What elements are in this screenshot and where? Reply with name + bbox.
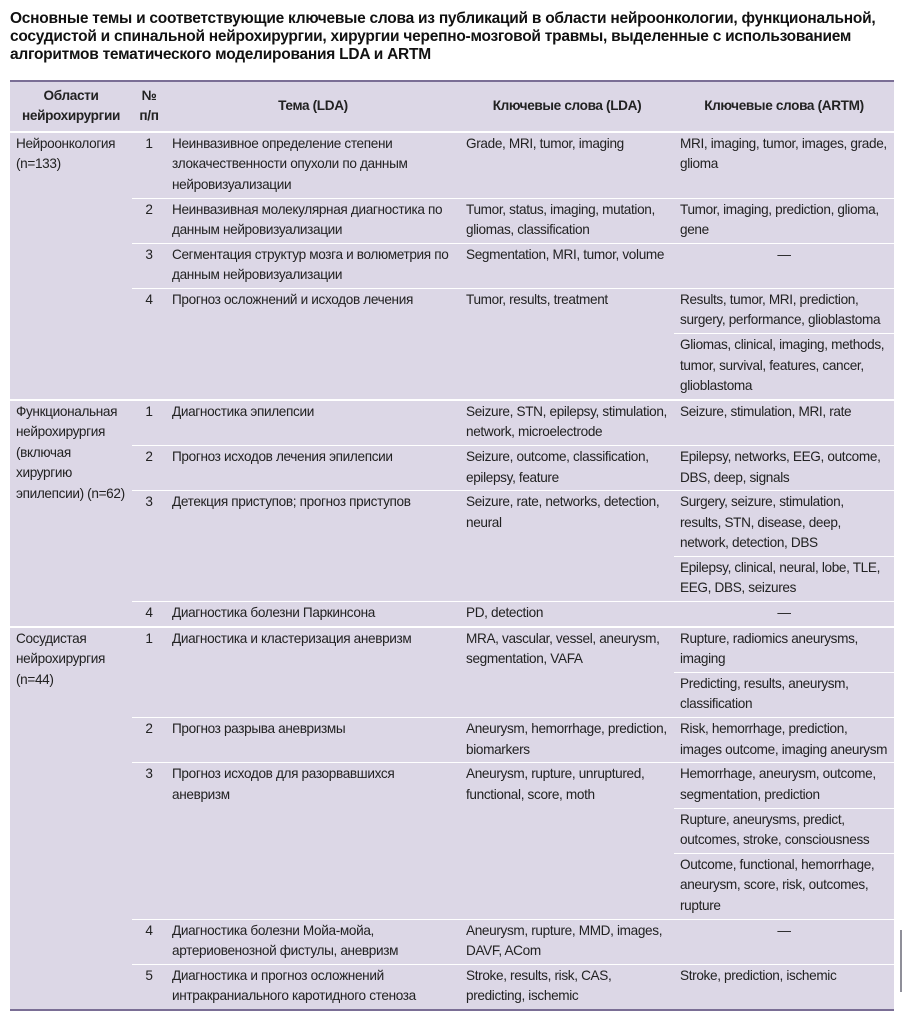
cell-topic: Прогноз осложнений и исходов лечения (166, 288, 460, 399)
cell-topic: Детекция приступов; прогноз приступов (166, 491, 460, 602)
cell-keywords-artm: Results, tumor, MRI, prediction, surgery, performance, glioblastoma (674, 288, 894, 333)
topics-table (10, 80, 894, 1011)
table-row (10, 627, 894, 673)
cell-keywords-artm: Outcome, functional, hemorrhage, aneurysm, score, risk, outcomes, rupture (674, 853, 894, 919)
cell-keywords-lda: Aneurysm, rupture, MMD, images, DAVF, ACom (460, 919, 674, 964)
cell-keywords-lda: Aneurysm, hemorrhage, prediction, biomarkers (460, 718, 674, 763)
cell-topic: Прогноз исходов для разорвавшихся аневризм (166, 763, 460, 919)
header-keywords-artm: Ключевые слова (ARTM) (674, 81, 894, 132)
cell-keywords-artm: — (674, 602, 894, 627)
cell-topic: Диагностика болезни Паркинсона (166, 602, 460, 627)
cell-keywords-artm: — (674, 243, 894, 288)
cell-keywords-artm: Stroke, prediction, ischemic (674, 964, 894, 1010)
cell-num: 1 (132, 132, 166, 198)
cell-keywords-lda: Aneurysm, rupture, unruptured, functional, score, moth (460, 763, 674, 919)
cell-num: 2 (132, 446, 166, 491)
table-header (10, 81, 894, 132)
cell-keywords-artm: Tumor, imaging, prediction, glioma, gene (674, 198, 894, 243)
cell-keywords-artm: Epilepsy, clinical, neural, lobe, TLE, EEG, DBS, seizures (674, 557, 894, 602)
cell-keywords-artm: — (674, 919, 894, 964)
cell-num: 3 (132, 243, 166, 288)
table-row (10, 288, 894, 333)
cell-keywords-artm: Risk, hemorrhage, prediction, images outcome, imaging aneurysm (674, 718, 894, 763)
cell-keywords-artm: MRI, imaging, tumor, images, grade, glioma (674, 132, 894, 198)
table-row (10, 919, 894, 964)
cell-topic: Прогноз исходов лечения эпилепсии (166, 446, 460, 491)
cell-num: 3 (132, 491, 166, 602)
cell-topic: Диагностика эпилепсии (166, 400, 460, 446)
cell-topic: Диагностика и прогноз осложнений интракраниального каротидного стеноза (166, 964, 460, 1010)
header-row (10, 81, 894, 132)
cell-num: 4 (132, 602, 166, 627)
table-row (10, 446, 894, 491)
cell-topic: Неинвазивное определение степени злокачественности опухоли по данным нейровизуализации (166, 132, 460, 198)
cell-keywords-lda: Tumor, status, imaging, mutation, gliomas, classification (460, 198, 674, 243)
cell-num: 4 (132, 919, 166, 964)
header-area: Области нейрохирургии (10, 81, 132, 132)
cell-keywords-lda: MRA, vascular, vessel, aneurysm, segmentation, VAFA (460, 627, 674, 718)
cell-keywords-artm: Rupture, aneurysms, predict, outcomes, stroke, consciousness (674, 808, 894, 853)
cell-num: 1 (132, 627, 166, 718)
cell-keywords-lda: Grade, MRI, tumor, imaging (460, 132, 674, 198)
cell-keywords-artm: Hemorrhage, aneurysm, outcome, segmentation, prediction (674, 763, 894, 808)
cell-keywords-artm: Predicting, results, aneurysm, classification (674, 673, 894, 718)
cell-keywords-artm: Gliomas, clinical, imaging, methods, tumor, survival, features, cancer, glioblastoma (674, 334, 894, 400)
cell-keywords-lda: Seizure, outcome, classification, epilepsy, feature (460, 446, 674, 491)
table-body (10, 132, 894, 1010)
cell-num: 3 (132, 763, 166, 919)
cell-keywords-lda: Segmentation, MRI, tumor, volume (460, 243, 674, 288)
cell-keywords-lda: PD, detection (460, 602, 674, 627)
cell-topic: Сегментация структур мозга и волюметрия по данным нейровизуализации (166, 243, 460, 288)
table-row (10, 243, 894, 288)
cell-num: 2 (132, 198, 166, 243)
cell-area: Функциональная нейрохирургия (включая хирургию эпилепсии) (n=62) (10, 400, 132, 627)
header-keywords-lda: Ключевые слова (LDA) (460, 81, 674, 132)
cell-topic: Диагностика болезни Мойа-мойа, артериовенозной фистулы, аневризм (166, 919, 460, 964)
cell-topic: Неинвазивная молекулярная диагностика по данным нейровизуализации (166, 198, 460, 243)
cell-keywords-artm: Surgery, seizure, stimulation, results, STN, disease, deep, network, detection, DBS (674, 491, 894, 557)
cell-num: 4 (132, 288, 166, 399)
cell-keywords-artm: Epilepsy, networks, EEG, outcome, DBS, deep, signals (674, 446, 894, 491)
cell-area: Сосудистая нейрохирургия (n=44) (10, 627, 132, 1010)
cell-keywords-lda: Seizure, rate, networks, detection, neural (460, 491, 674, 602)
table-row (10, 602, 894, 627)
cell-keywords-lda: Seizure, STN, epilepsy, stimulation, network, microelectrode (460, 400, 674, 446)
cell-keywords-artm: Seizure, stimulation, MRI, rate (674, 400, 894, 446)
cell-keywords-lda: Tumor, results, treatment (460, 288, 674, 399)
cell-topic: Диагностика и кластеризация аневризм (166, 627, 460, 718)
table-row (10, 964, 894, 1010)
cell-topic: Прогноз разрыва аневризмы (166, 718, 460, 763)
header-num: № п/п (132, 81, 166, 132)
cell-area: Нейроонкология (n=133) (10, 132, 132, 400)
header-topic: Тема (LDA) (166, 81, 460, 132)
cell-num: 2 (132, 718, 166, 763)
table-row (10, 763, 894, 808)
cell-num: 5 (132, 964, 166, 1010)
table-row (10, 400, 894, 446)
table-title: Основные темы и соответствующие ключевые слова из публикаций в области нейроонкологии, функциональной, сосудистой и спинальной нейрохирургии, хирургии черепно-мозговой травмы, выделенные с использованием алгоритмов тематического моделирования LDA и ARTM (10, 10, 876, 63)
table-row (10, 198, 894, 243)
table-row (10, 132, 894, 198)
cell-num: 1 (132, 400, 166, 446)
table-row (10, 718, 894, 763)
table-row (10, 491, 894, 557)
cell-keywords-lda: Stroke, results, risk, CAS, predicting, ischemic (460, 964, 674, 1010)
cell-keywords-artm: Rupture, radiomics aneurysms, imaging (674, 627, 894, 673)
